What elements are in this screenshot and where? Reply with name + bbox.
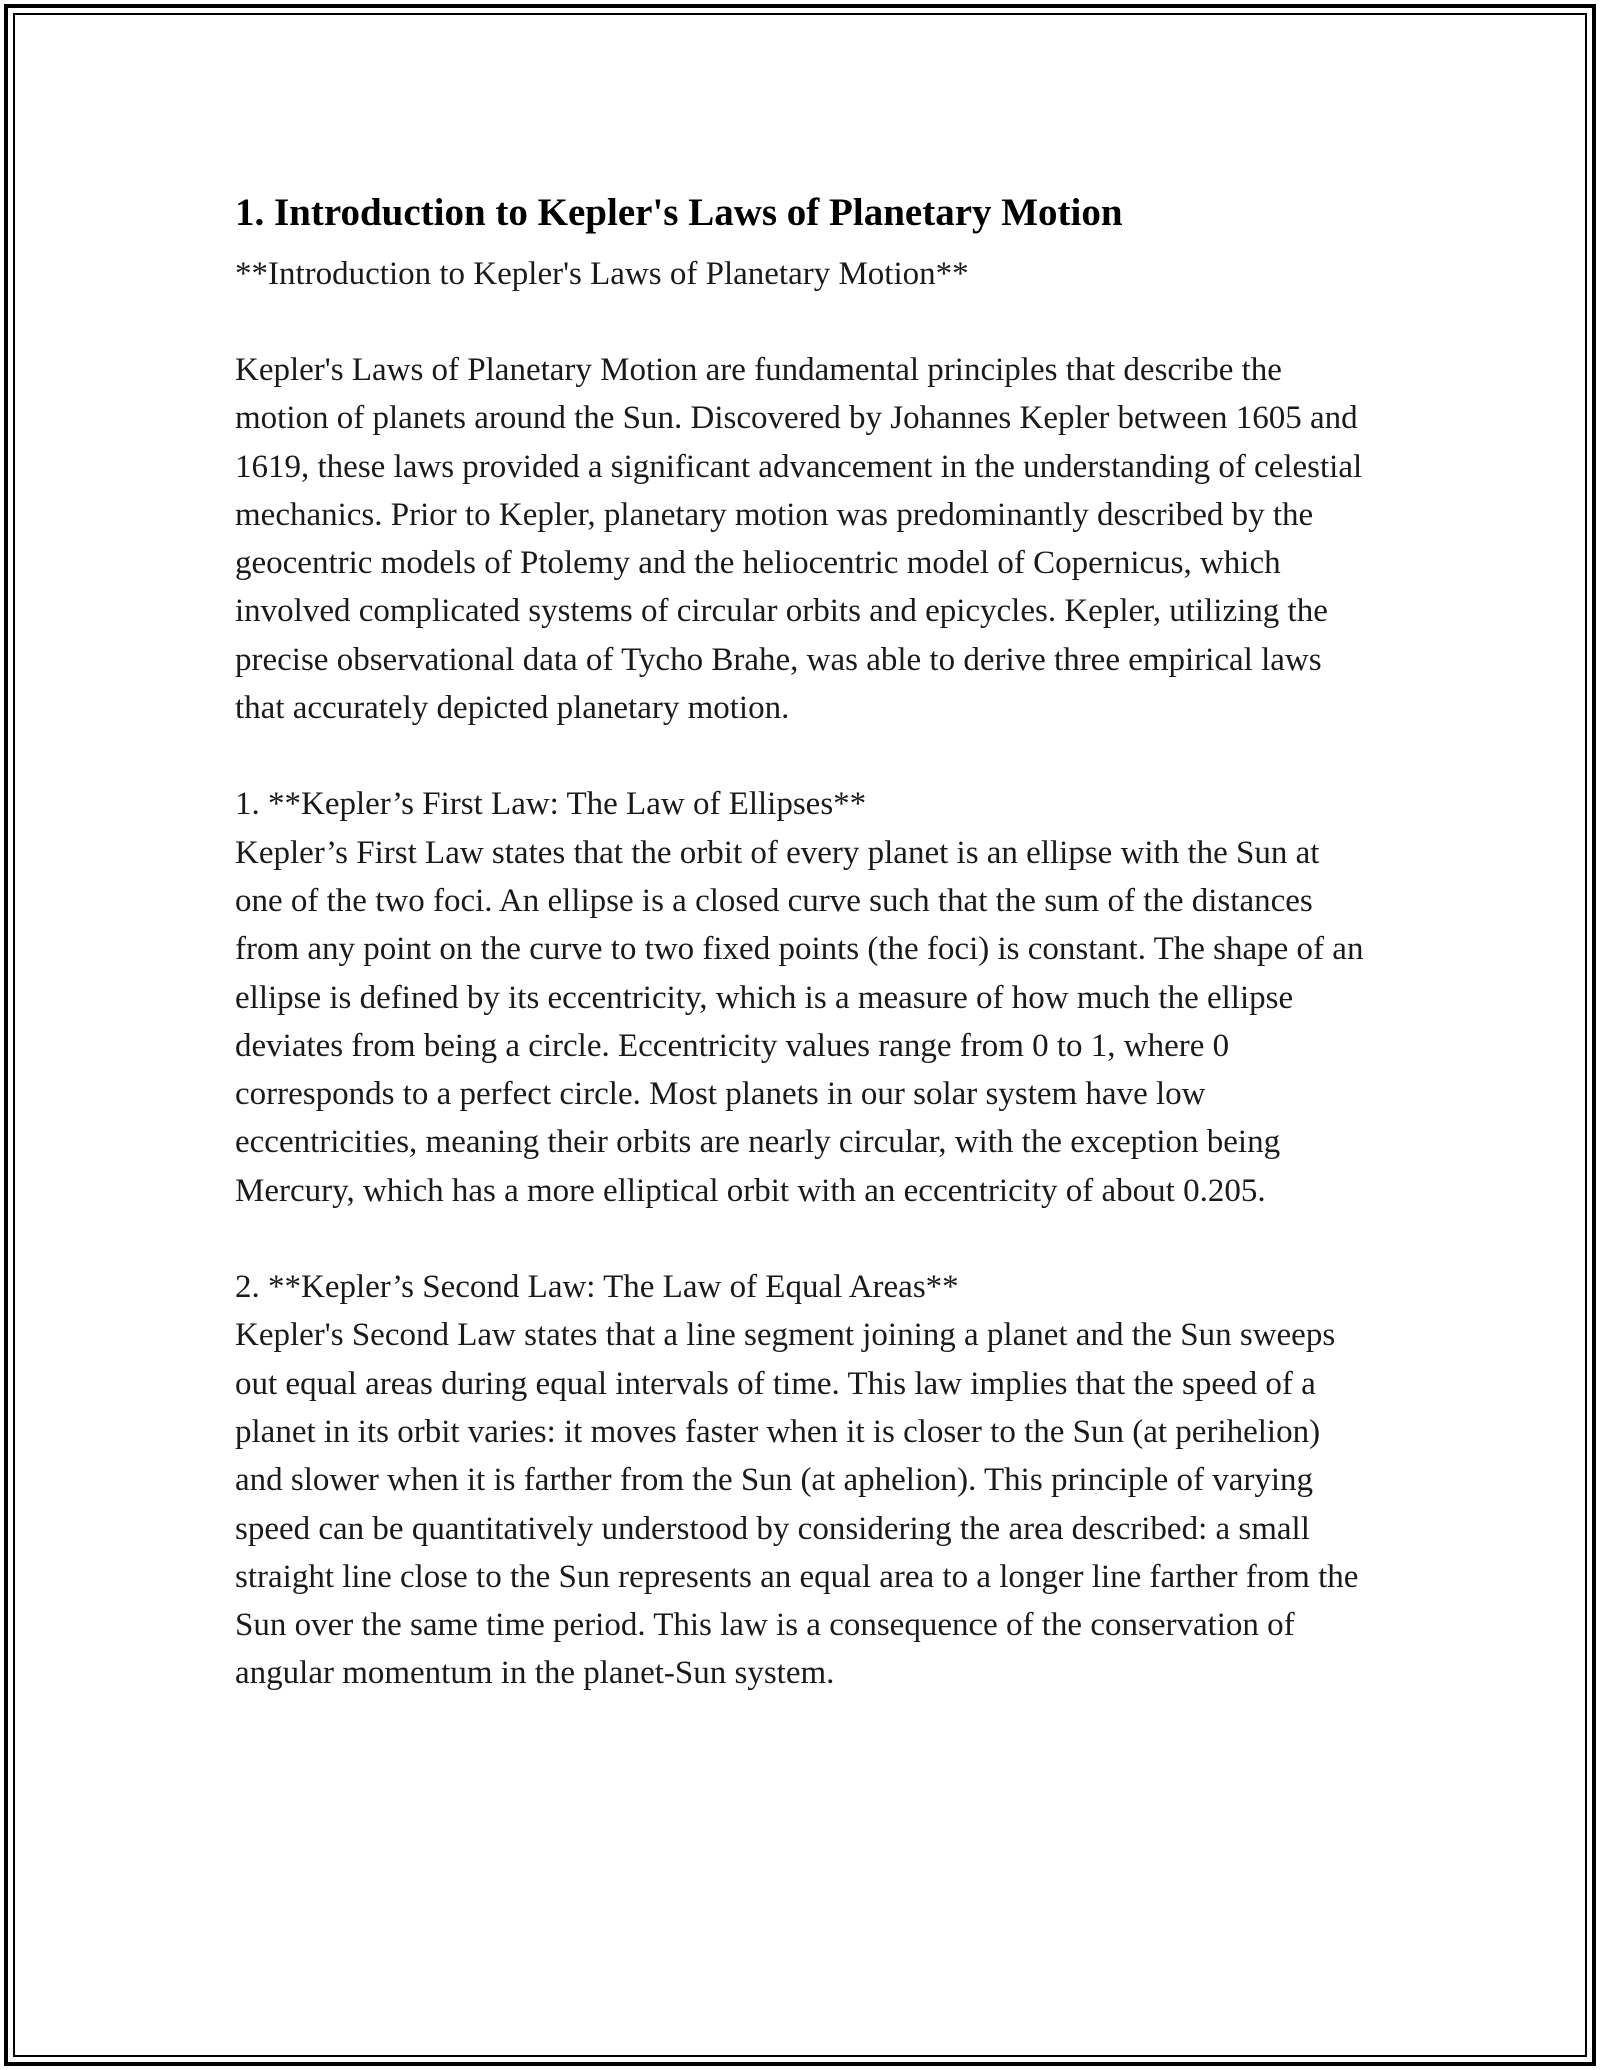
law-second-body: Kepler's Second Law states that a line segment joining a planet and the Sun sweeps out equal areas during equal intervals of time. This law implies that the speed of a planet in its orbit varies: it moves faster when it is closer to the Sun (at perihelion) and slower when it is farther from the Sun (at aphelion). This principle of varying speed can be quantitatively understood by considering the area described: a small straight line close to the Sun represents an equal area to a longer line farther from the Sun over the same time period. This law is a consequence of the conservation of angular momentum in the planet-Sun system. [235, 1317, 1359, 1692]
intro-paragraph: Kepler's Laws of Planetary Motion are fundamental principles that describe the motion of planets around the Sun. Discovered by Johannes Kepler between 1605 and 1619, these laws provided a significant advancement in the understanding of celestial mechanics. Prior to Kepler, planetary motion was predominantly described by the geocentric models of Ptolemy and the heliocentric model of Copernicus, which involved complicated systems of circular orbits and epicycles. Kepler, utilizing the precise observational data of Tycho Brahe, was able to derive three empirical laws that accurately depicted planetary motion. [235, 352, 1363, 727]
law-first-section [235, 780, 1365, 1215]
section-subtitle: **Introduction to Kepler's Laws of Planetary Motion** [235, 256, 969, 292]
law-first-heading: 1. **Kepler’s First Law: The Law of Ellipses** [235, 786, 867, 823]
document-body [235, 180, 1365, 1698]
law-second-heading: 2. **Kepler’s Second Law: The Law of Equal Areas** [235, 1269, 959, 1306]
section-heading: 1. Introduction to Kepler's Laws of Planetary Motion [235, 191, 1123, 234]
law-second-section [235, 1263, 1365, 1698]
law-first-body: Kepler’s First Law states that the orbit of every planet is an ellipse with the Sun at one of the two foci. An ellipse is a closed curve such that the sum of the distances from any point on the curve to two fixed points (the foci) is constant. The shape of an ellipse is defined by its eccentricity, which is a measure of how much the ellipse deviates from being a circle. Eccentricity values range from 0 to 1, where 0 corresponds to a perfect circle. Most planets in our solar system have low eccentricities, meaning their orbits are nearly circular, with the exception being Mercury, which has a more elliptical orbit with an eccentricity of about 0.205. [235, 834, 1364, 1209]
